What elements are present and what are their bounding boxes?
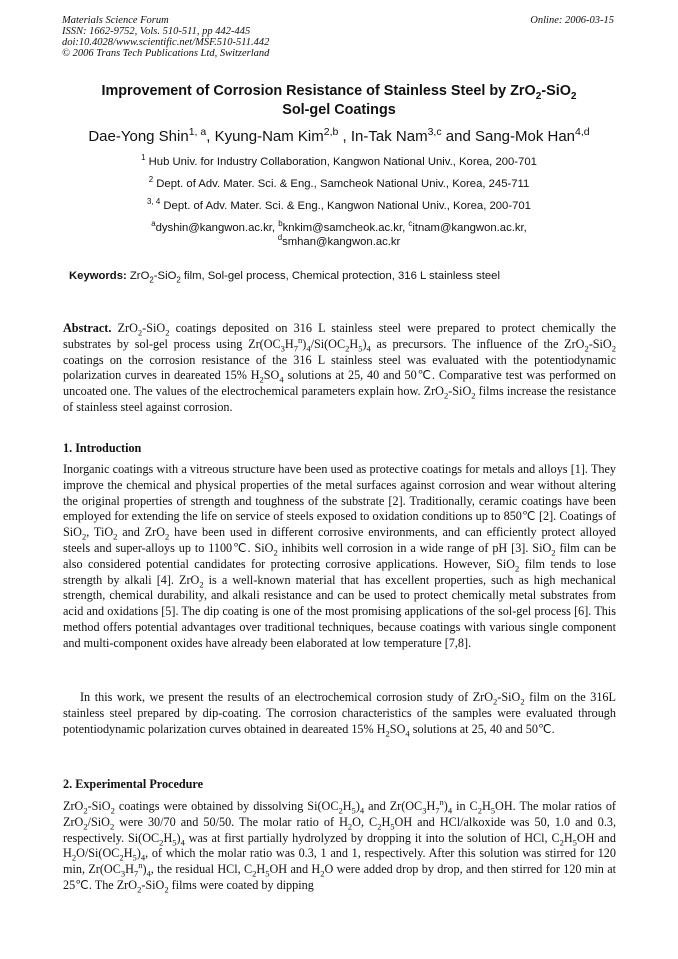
journal-doi: doi:10.4028/www.scientific.net/MSF.510-511.442: [62, 37, 270, 48]
affiliation: $^1$ Hub Univ. for Industry Collaboration, Kangwon National Univ., Korea, 200-701: [141, 153, 537, 168]
paragraph: In this work, we present the results of an electrochemical corrosion study of ZrO$_2$-SiO$_2$ film on the 316L stainless steel prepared by dip-coating. The corrosion characteristics of the samples were evaluated through potentiodynamic polarization curves obtained in deareated 15% $H_2SO_4$ solutions at 25, 40 and 50℃.: [63, 690, 616, 739]
author-name: In-Tak Nam: [350, 128, 428, 145]
journal-issn: ISSN: 1662-9752, Vols. 510-511, pp 442-445: [62, 26, 251, 37]
section-heading: 1. Introduction: [63, 441, 142, 455]
online-date: Online: 2006-03-15: [530, 15, 614, 26]
abstract: Abstract. ZrO$_2$-SiO$_2$ coatings deposited on 316 L stainless steel were prepared to protect chemically the substrates by sol-gel process using $Zr(OC_3H_7^n)_4/Si(OC_2H_5)_4$ as precursors. The influence of the ZrO$_2$-SiO$_2$ coatings on the corrosion resistance of the 316 L stainless steel was evaluated with the potentiodynamic polarization curves in deareated 15% $H_2SO_4$ solutions at 25, 40 and 50℃. Comparative test was performed on uncoated one. The values of the electrochemical parameters explain how. ZrO$_2$-SiO$_2$ films increase the resistance of stainless steel against corrosion.: [63, 321, 616, 414]
journal-name: Materials Science Forum: [62, 15, 169, 26]
section-heading: 2. Experimental Procedure: [63, 777, 204, 791]
affiliation: $^{3, 4}$ Dept. of Adv. Mater. Sci. & Eng., Kangwon National Univ., Korea, 200-701: [147, 197, 531, 212]
paragraph: ZrO$_2$-SiO$_2$ coatings were obtained by dissolving $Si(OC_2H_5)_4$ and $Zr(OC_3H_7^n)_4$ in $C_2H_5OH$. The molar ratios of ZrO$_2$/SiO$_2$ were 30/70 and 50/50. The molar ratio of $H_2O$, $C_2H_5OH$ and HCl/alkoxide was 50, 1.0 and 0.3, respectively. $Si(OC_2H_5)_4$ was at first partially hydrolyzed by dropping it into the solution of HCl, $C_2H_5OH$ and $H_2O/Si(OC_2H_5)_4$, of which the molar ratio was 0.3, 1 and 1, respectively. After this solution was stirred for 120 min, $Zr(OC_3H_7^n)_4$, the residual HCl, $C_2H_5OH$ and $H_2O$ were added drop by drop, and then stirred for 120 min at 25℃. The ZrO$_2$-SiO$_2$ films were coated by dipping: [63, 796, 617, 895]
affiliation: $^2$ Dept. of Adv. Mater. Sci. & Eng., Samcheok National Univ., Korea, 245-711: [148, 175, 530, 190]
journal-copyright: © 2006 Trans Tech Publications Ltd, Switzerland: [62, 48, 270, 59]
author-name: Kyung-Nam Kim: [214, 128, 324, 145]
author-emails: $^a$dyshin@kangwon.ac.kr, $^b$knkim@samcheok.ac.kr, $^c$itnam@kangwon.ac.kr, $^d$smhan@kangwon.ac.kr: [151, 219, 527, 248]
paragraph: Inorganic coatings with a vitreous structure have been used as protective coatings for metals and alloys [1]. They improve the chemical and physical properties of the metal surfaces against corrosion and wear without altering the original properties of strength and toughness of the substrate [2]. Traditionally, ceramic coatings have been employed for extending the life on service of steels exposed to oxidation conditions up to 850℃ [2]. Coatings of SiO$_2$, TiO$_2$ and ZrO$_2$ have been used in different corrosive environments, and can efficiently protect alloyed steels and super-alloys up to 1100℃. SiO$_2$ inhibits well corrosion in a wide range of pH [3]. SiO$_2$ film can be also considered potential candidates for protecting corrosive applications. However, SiO$_2$ film tends to lose strength by alkali [4]. ZrO$_2$ is a well-known material that has excellent properties, such as high mechanical strength, chemical durability, and alkali resistance and can be used to protect chemically metal substrates from acid and oxidations [5]. The dip coating is one of the most promising applications of the sol-gel process [6]. This method offers potential advantages over traditional techniques, because coatings with various single component and multi-component oxides have already been elaborated at low temperature [7,8].: [63, 462, 617, 650]
author-name: Dae-Yong Shin: [88, 128, 189, 145]
journal-header: [62, 15, 269, 59]
author-list: Dae-Yong Shin$^{1, a}$, Kyung-Nam Kim$^{2,b}$ , In-Tak Nam$^{3,c}$ and Sang-Mok Han$^{4,d}$: [88, 126, 590, 145]
paper-title: Improvement of Corrosion Resistance of Stainless Steel by ZrO$_2$-SiO$_2$ Sol-gel Coatings: [101, 83, 577, 118]
keywords: Keywords: ZrO$_2$-SiO$_2$ film, Sol-gel process, Chemical protection, 316 L stainless steel: [69, 270, 500, 285]
author-name: Sang-Mok Han: [474, 128, 576, 145]
